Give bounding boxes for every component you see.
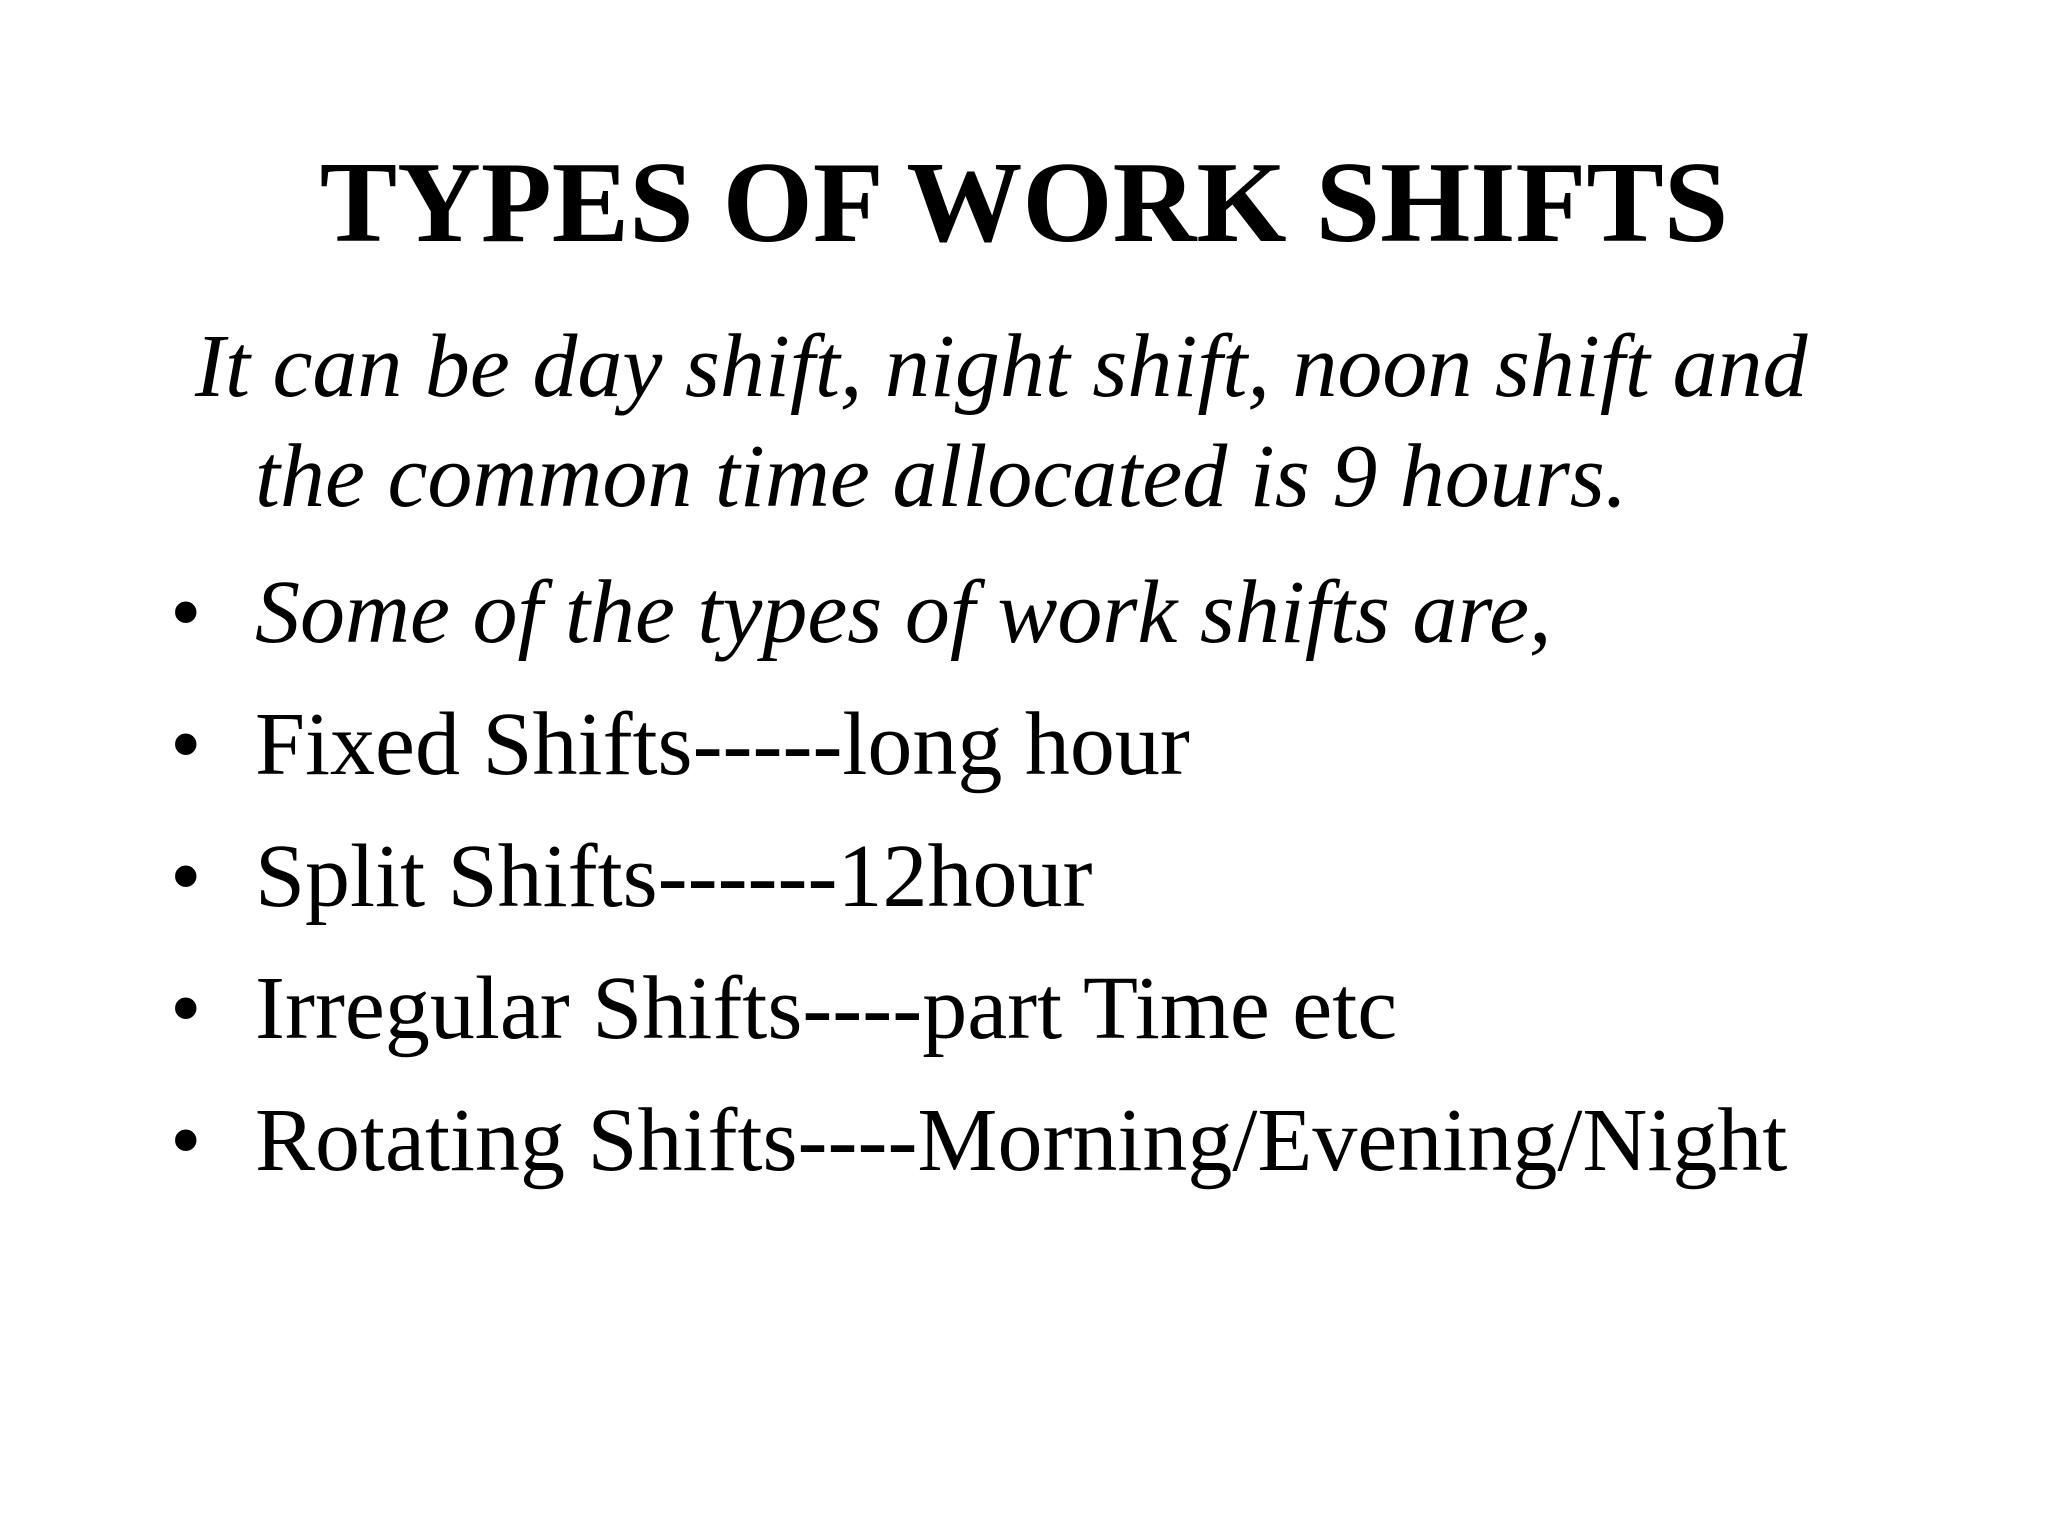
bullet-text: Irregular Shifts----part Time etc — [255, 959, 1398, 1058]
intro-paragraph — [195, 312, 1895, 532]
intro-line-1: It can be day shift, night shift, noon shift and — [195, 317, 1808, 416]
bullet-text: Fixed Shifts-----long hour — [255, 695, 1190, 794]
intro-line-2: the common time allocated is 9 hours. — [255, 427, 1628, 526]
bullet-dot: • — [170, 959, 202, 1058]
bullet-text: Split Shifts------12hour — [255, 827, 1093, 926]
bullet-item-irregular-shifts — [170, 954, 1397, 1064]
bullet-item-fixed-shifts — [170, 690, 1190, 800]
bullet-dot: • — [170, 695, 202, 794]
slide-title: TYPES OF WORK SHIFTS — [319, 139, 1729, 267]
bullet-item-split-shifts — [170, 822, 1092, 932]
bullet-text: Some of the types of work shifts are, — [255, 563, 1552, 662]
bullet-item-rotating-shifts — [170, 1086, 1787, 1196]
bullet-dot: • — [170, 563, 202, 662]
bullet-dot: • — [170, 1091, 202, 1190]
bullet-item-intro — [170, 558, 1552, 668]
bullet-dot: • — [170, 827, 202, 926]
bullet-text: Rotating Shifts----Morning/Evening/Night — [255, 1091, 1788, 1190]
